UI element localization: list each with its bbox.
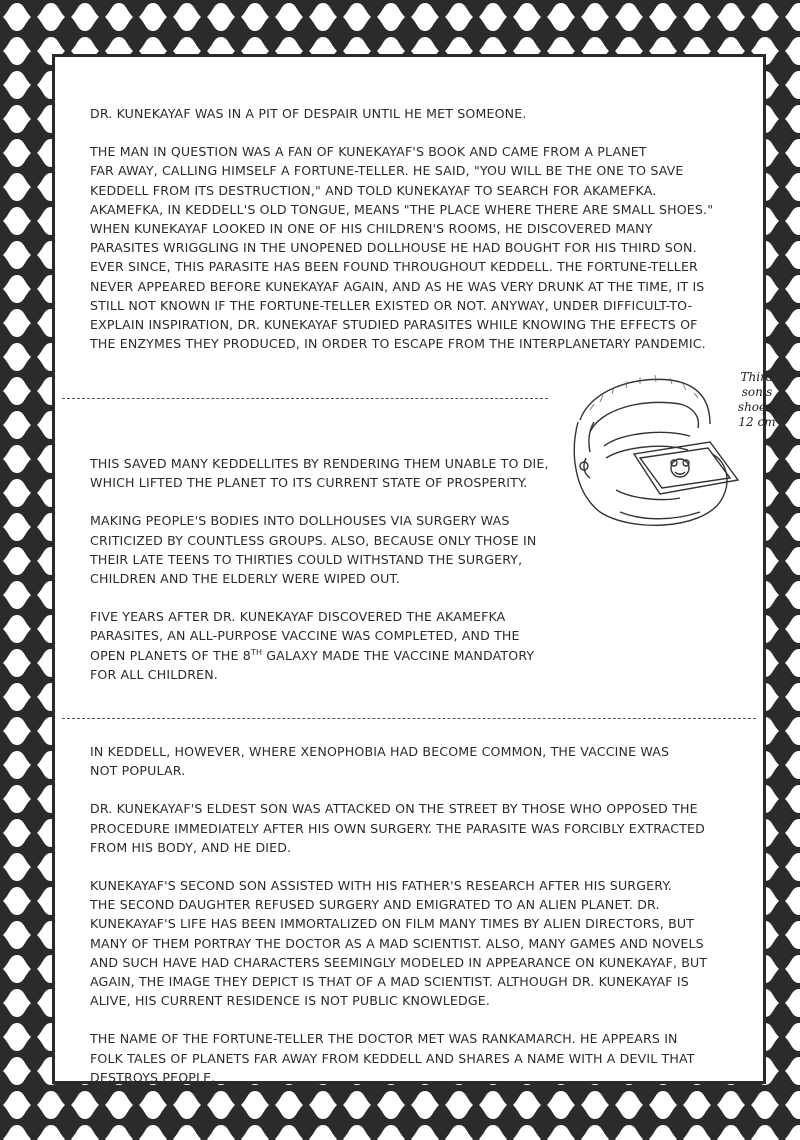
paragraph-family-legacy: KUNEKAYAF'S SECOND SON ASSISTED WITH HIS FATHER'S RESEARCH AFTER HIS SURGERY. THE SECOND DAUGHTER REFUSED SURGERY AND EMIGRATED TO AN ALIEN PLANET. DR. KUNEKAYAF'S LIFE HAS BEEN IMMORTALIZED ON FILM MANY TIMES BY ALIEN DIRECTORS, BUT MANY OF THEM PORTRAY THE DOCTOR AS A MAD SCIENTIST. ALSO, MANY GAMES AND NOVELS AND SUCH HAVE HAD CHARACTERS SEEMINGLY MODELED IN APPEARANCE ON KUNEKAYAF, BUT AGAIN, THE IMAGE THEY DEPICT IS THAT OF A MAD SCIENTIST. ALTHOUGH DR. KUNEKAYAF IS ALIVE, HIS CURRENT RESIDENCE IS NOT PUBLIC KNOWLEDGE. — [90, 878, 708, 1009]
dashed-divider-2 — [62, 718, 756, 719]
paragraph-despair: DR. KUNEKAYAF WAS IN A PIT OF DESPAIR UNTIL HE MET SOMEONE. — [90, 106, 527, 121]
illustration-caption: Third son's shoes, 12 cm — [737, 370, 777, 429]
section-aftermath — [90, 742, 740, 1087]
dashed-divider-1 — [62, 398, 548, 399]
paragraph-xenophobia: IN KEDDELL, HOWEVER, WHERE XENOPHOBIA HAD BECOME COMMON, THE VACCINE WAS NOT POPULAR. — [90, 744, 670, 779]
paragraph-vaccine: FIVE YEARS AFTER DR. KUNEKAYAF DISCOVERED THE AKAMEFKA PARASITES, AN ALL-PURPOSE VACCINE WAS COMPLETED, AND THE OPEN PLANETS OF THE 8TH GALAXY MADE THE VACCINE MANDATORY FOR ALL CHILDREN. — [90, 609, 535, 682]
paragraph-saved-keddellites: THIS SAVED MANY KEDDELLITES BY RENDERING THEM UNABLE TO DIE, WHICH LIFTED THE PLANET TO ITS CURRENT STATE OF PROSPERITY. — [90, 456, 549, 491]
paragraph-eldest-son: DR. KUNEKAYAF'S ELDEST SON WAS ATTACKED ON THE STREET BY THOSE WHO OPPOSED THE PROCEDURE IMMEDIATELY AFTER HIS OWN SURGERY. THE PARASITE WAS FORCIBLY EXTRACTED FROM HIS BODY, AND HE DIED. — [90, 801, 705, 855]
paragraph-criticism: MAKING PEOPLE'S BODIES INTO DOLLHOUSES VIA SURGERY WAS CRITICIZED BY COUNTLESS GROUPS. ALSO, BECAUSE ONLY THOSE IN THEIR LATE TEENS TO THIRTIES COULD WITHSTAND THE SURGERY, CHILDREN AND THE ELDERLY WERE WIPED OUT. — [90, 513, 537, 587]
section-intro — [90, 104, 730, 353]
paragraph-fortune-teller: THE MAN IN QUESTION WAS A FAN OF KUNEKAYAF'S BOOK AND CAME FROM A PLANET FAR AWAY, CALLING HIMSELF A FORTUNE-TELLER. HE SAID, "YOU WILL BE THE ONE TO SAVE KEDDELL FROM ITS DESTRUCTION," AND TOLD KUNEKAYAF TO SEARCH FOR AKAMEFKA. AKAMEFKA, IN KEDDELL'S OLD TONGUE, MEANS "THE PLACE WHERE THERE ARE SMALL SHOES." WHEN KUNEKAYAF LOOKED IN ONE OF HIS CHILDREN'S ROOMS, HE DISCOVERED MANY PARASITES WRIGGLING IN THE UNOPENED DOLLHOUSE HE HAD BOUGHT FOR HIS THIRD SON. EVER SINCE, THIS PARASITE HAS BEEN FOUND THROUGHOUT KEDDELL. THE FORTUNE-TELLER NEVER APPEARED BEFORE KUNEKAYAF AGAIN, AND AS HE WAS VERY DRUNK AT THE TIME, IT IS STILL NOT KNOWN IF THE FORTUNE-TELLER EXISTED OR NOT. ANYWAY, UNDER DIFFICULT-TO- EXPLAIN INSPIRATION, DR. KUNEKAYAF STUDIED PARASITES WHILE KNOWING THE EFFECTS OF THE ENZYMES THEY PRODUCED, IN ORDER TO ESCAPE FROM THE INTERPLANETARY PANDEMIC. — [90, 144, 714, 352]
section-prosperity — [90, 454, 560, 684]
paragraph-rankamarch: THE NAME OF THE FORTUNE-TELLER THE DOCTOR MET WAS RANKAMARCH. HE APPEARS IN FOLK TALES OF PLANETS FAR AWAY FROM KEDDELL AND SHARES A NAME WITH A DEVIL THAT DESTROYS PEOPLE. — [90, 1031, 695, 1085]
